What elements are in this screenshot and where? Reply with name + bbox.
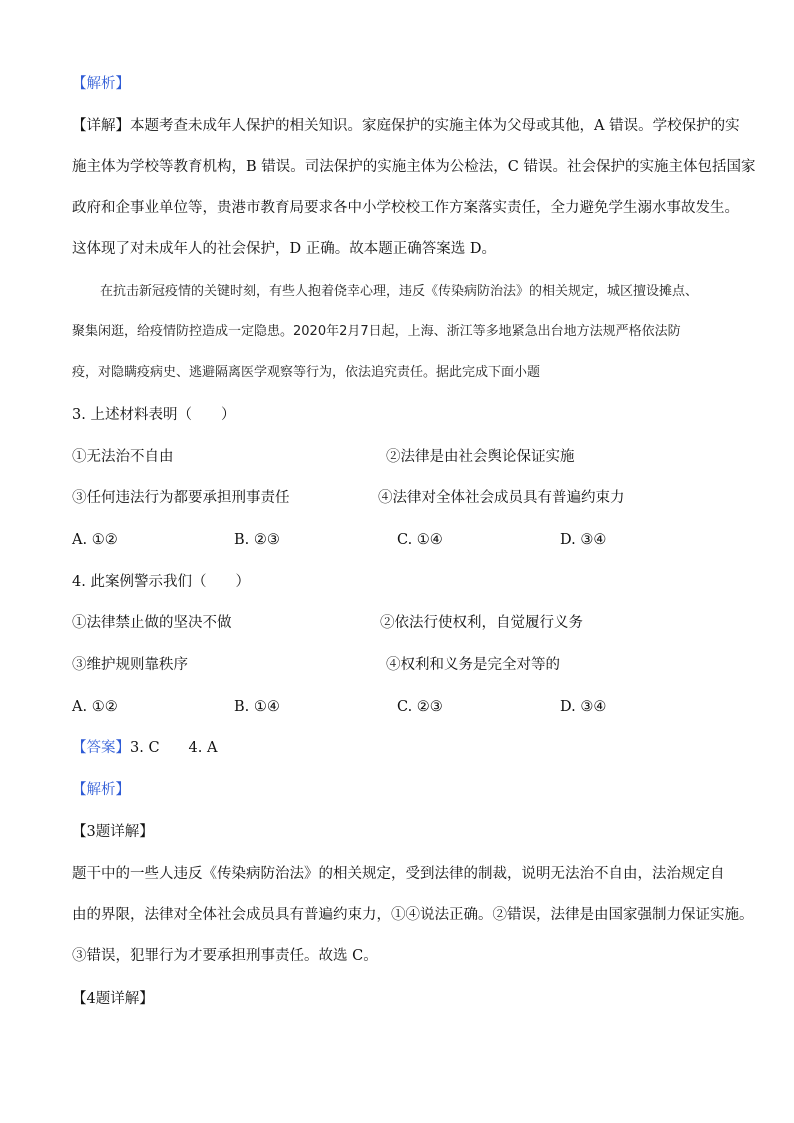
q3-statement: ③任何违法行为都要承担刑事责任 [72,490,290,506]
q3-option-b: B. ②③ [234,532,280,548]
q3-statement: ②法律是由社会舆论保证实施 [386,449,575,465]
q3-detail-line: 由的界限，法律对全体社会成员具有普遍约束力，①④说法正确。②错误，法律是由国家强制力保证实施。 [72,907,754,923]
q4-statement: ③维护规则靠秩序 [72,657,188,673]
answer-label: 【答案】 [72,740,130,756]
material-line: 疫，对隐瞒疫病史、逃避隔离医学观察等行为，依法追究责任。据此完成下面小题 [72,365,541,380]
q4-statement: ①法律禁止做的坚决不做 [72,615,232,631]
q3-option-d: D. ③④ [560,532,607,548]
q4-detail-header: 【4题详解】 [72,991,154,1007]
material-line: 聚集闲逛，给疫情防控造成一定隐患。2020年2月7日起，上海、浙江等多地紧急出台地方法规严格依法防 [72,324,681,339]
q4-statement: ④权利和义务是完全对等的 [386,657,560,673]
detail-line: 施主体为学校等教育机构，B 错误。司法保护的实施主体为公检法，C 错误。社会保护的实施主体包括国家 [72,159,756,175]
q3-detail-line: ③错误，犯罪行为才要承担刑事责任。故选 C。 [72,948,378,964]
q3-option-a: A. ①② [72,532,118,548]
detail-line: 【详解】本题考查未成年人保护的相关知识。家庭保护的实施主体为父母或其他，A 错误。学校保护的实 [72,118,740,134]
q4-option-b: B. ①④ [234,699,280,715]
q4-option-c: C. ②③ [397,699,443,715]
q4-option-d: D. ③④ [560,699,607,715]
q3-option-c: C. ①④ [397,532,443,548]
q4-option-a: A. ①② [72,699,118,715]
q4-stem: 4. 此案例警示我们（ ） [72,574,250,590]
analysis-header-1: 【解析】 [72,76,130,92]
q3-statement: ①无法治不自由 [72,449,174,465]
answer-line [72,738,217,758]
q3-stem: 3. 上述材料表明（ ） [72,407,236,423]
analysis-header-2: 【解析】 [72,782,130,798]
detail-line: 政府和企事业单位等，贵港市教育局要求各中小学校校工作方案落实责任，全力避免学生溺水事故发生。 [72,200,739,216]
q3-statement: ④法律对全体社会成员具有普遍约束力 [378,490,625,506]
q3-detail-line: 题干中的一些人违反《传染病防治法》的相关规定，受到法律的制裁，说明无法治不自由，法治规定自 [72,866,725,882]
q4-statement: ②依法行使权利，自觉履行义务 [380,615,583,631]
q3-detail-header: 【3题详解】 [72,824,154,840]
answer-text: 3. C 4. A [130,740,218,756]
detail-line: 这体现了对未成年人的社会保护，D 正确。故本题正确答案选 D。 [72,241,496,257]
material-line: 在抗击新冠疫情的关键时刻，有些人抱着侥幸心理，违反《传染病防治法》的相关规定，城区擅设摊点、 [100,284,699,299]
